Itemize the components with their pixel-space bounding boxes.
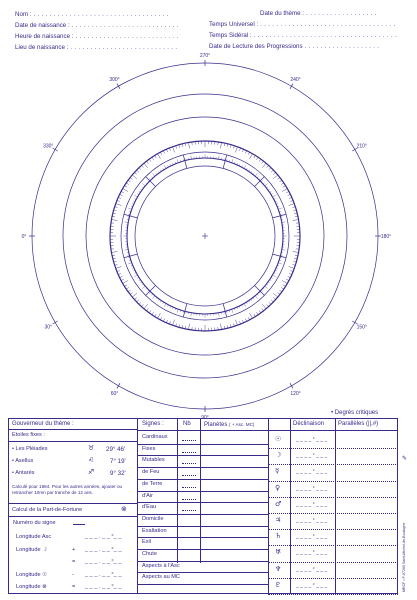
jupiter-icon: ♃: [275, 516, 282, 524]
signes-row-label: Chute: [142, 551, 157, 557]
wheel-circles: [32, 63, 378, 409]
field-nom[interactable]: Nom : . . . . . . . . . . . . . . . . . . . . . . . . . . . . . . . . . .: [15, 11, 169, 18]
degree-tick: [273, 175, 278, 179]
degree-tick: [289, 266, 295, 268]
signes-row-label: Domicile: [142, 515, 164, 522]
degree-tick: [281, 287, 283, 289]
degree-tick: [235, 320, 237, 326]
divider: [268, 418, 269, 594]
divider: [137, 444, 268, 445]
degree-tick: [134, 298, 136, 300]
outer-tick: [117, 383, 120, 388]
degree-tick: [148, 290, 149, 291]
row-divider: [268, 545, 398, 546]
col-nb-header: Nb: [183, 421, 191, 427]
degree-tick: [232, 159, 233, 162]
declinaison-field[interactable]: _ _ _ _ ° _ _ _: [296, 550, 328, 557]
degree-tick: [279, 290, 281, 292]
degree-tick: [220, 142, 221, 148]
longitude-part-field[interactable]: _ _ _ . _ _ °_ _: [85, 584, 122, 590]
longitude-moon-field[interactable]: _ _ _ . _ _ °_ _: [85, 547, 122, 553]
degree-tick: [164, 165, 166, 168]
field-heure-naissance[interactable]: Heure de naissance : . . . . . . . . . . . . . . . . . . . . . . . . . .: [15, 33, 179, 40]
field-date-theme[interactable]: Date du thème : . . . . . . . . . . . . . . . . . .: [260, 10, 377, 17]
degree-tick: [142, 286, 145, 288]
declinaison-field[interactable]: _ _ _ _ ° _ _ _: [296, 485, 328, 492]
divider: [137, 479, 268, 480]
degree-tick: [273, 172, 275, 174]
degree-tick: [120, 276, 123, 277]
nb-field[interactable]: [182, 475, 196, 476]
divider: [137, 537, 268, 538]
calc-note: Calculé pour 1984. Pour les autres années, ajouter ou retrancher 10mn par tranche de 12 ans.: [12, 484, 123, 495]
degree-tick: [259, 179, 260, 180]
divider: [8, 503, 137, 504]
degree-tick: [259, 292, 260, 293]
degree-tick: [262, 163, 266, 168]
critical-degrees-legend: • Degrés critiques: [331, 410, 379, 416]
row-divider: [268, 464, 398, 465]
degree-tick: [288, 194, 291, 195]
degree-tick: [256, 157, 258, 159]
degree-tick: [282, 189, 287, 192]
degree-tick: [150, 179, 151, 180]
degree-tick: [137, 170, 139, 172]
degree-tick: [219, 313, 220, 317]
degree-tick: [155, 155, 157, 158]
degree-tick: [273, 298, 275, 300]
degree-tick: [121, 191, 124, 192]
degree-tick: [242, 320, 243, 323]
degree-tick: [289, 273, 292, 274]
outer-tick: [53, 321, 58, 324]
divider: [137, 491, 268, 492]
mars-icon: ♂: [275, 499, 282, 508]
uranus-icon: ♅: [275, 548, 282, 557]
declinaison-field[interactable]: _ _ _ _ ° _ _ _: [296, 566, 328, 573]
signes-row-label: d'Eau: [142, 504, 157, 511]
degree-tick: [281, 183, 283, 185]
degree-tick: [148, 181, 149, 182]
degree-tick: [267, 165, 269, 167]
row-divider: [268, 578, 398, 579]
degree-tick: [242, 149, 243, 152]
part-fortune-icon: ⊗: [121, 505, 127, 513]
signes-row-label: d'Air: [142, 492, 154, 499]
degree-tick: [134, 172, 136, 174]
outer-tick: [290, 84, 293, 89]
degree-tick: [263, 183, 264, 184]
signes-row-label: de Feu: [142, 469, 160, 476]
degree-tick: [128, 263, 131, 264]
nb-field[interactable]: [182, 499, 196, 500]
degree-tick: [146, 183, 147, 184]
publisher-text: MRCF • F-07260 Saint-Michel-de-Boulogne: [402, 522, 406, 592]
degree-tick: [126, 183, 128, 185]
degree-tick: [124, 186, 127, 188]
degree-tick: [273, 293, 278, 297]
degree-tick: [128, 180, 130, 182]
degree-tick: [232, 309, 233, 312]
row-divider: [268, 497, 398, 498]
degree-tick: [279, 180, 281, 182]
divider: [8, 441, 137, 442]
degree-tick: [155, 314, 157, 317]
degree-tick: [286, 191, 289, 192]
sign-divider: [273, 254, 287, 258]
degree-tick: [132, 293, 137, 297]
degree-tick: [293, 251, 299, 252]
declinaison-field[interactable]: _ _ _ _ ° _ _ _: [296, 469, 328, 476]
degree-tick: [144, 163, 148, 168]
degree-tick: [283, 285, 286, 287]
degree-tick: [163, 151, 164, 154]
degree-tick: [262, 304, 266, 309]
degree-tick: [125, 250, 129, 251]
degree-tick: [288, 276, 291, 277]
row-divider: [268, 481, 398, 482]
degree-tick: [158, 313, 161, 318]
degree-tick: [118, 273, 121, 274]
degree-tick: [153, 296, 155, 299]
degree-tick: [116, 266, 122, 268]
degree-tick: [189, 142, 190, 148]
degree-tick: [255, 296, 257, 299]
degree-tick: [147, 161, 149, 163]
degree-tick: [173, 147, 175, 153]
degree-tick: [261, 290, 262, 291]
degree-tick: [177, 309, 178, 312]
divider: [137, 526, 268, 527]
degree-label: 150°: [356, 324, 367, 331]
row-divider: [268, 529, 398, 530]
col-signes-header: Signes :: [142, 421, 164, 427]
declinaison-field[interactable]: _ _ _ _ ° _ _ _: [296, 582, 328, 589]
longitude-sun-field[interactable]: _ _ _ . _ _ °_ _: [85, 572, 122, 578]
degree-tick: [189, 324, 190, 330]
degree-label: 120°: [290, 390, 301, 397]
degree-tick: [269, 302, 271, 304]
nb-field[interactable]: [182, 452, 196, 453]
degree-tick: [250, 154, 253, 159]
longitude-part-label: Longitude ⊗: [16, 584, 47, 590]
row-divider: [268, 594, 398, 595]
equals-sign: =: [72, 559, 76, 565]
degree-tick: [139, 168, 141, 170]
degree-tick: [282, 222, 286, 223]
moon-icon: ☽: [42, 547, 48, 553]
degree-tick: [278, 208, 281, 209]
degree-tick: [126, 287, 128, 289]
degree-tick: [153, 173, 155, 176]
degree-tick: [277, 178, 279, 180]
degree-tick: [255, 173, 257, 176]
divider: [8, 516, 137, 517]
row-divider: [268, 513, 398, 514]
degree-tick: [191, 156, 192, 160]
col-planetes-header: Planètes ( + Asc. MC): [204, 422, 255, 428]
field-temps-universel[interactable]: Temps Universel : . . . . . . . . . . . . . . . . . . . . . . . . . . . . . . . . . .: [209, 21, 396, 28]
degree-tick: [158, 154, 161, 159]
signes-row-label: Exil: [142, 539, 152, 546]
degree-tick: [271, 300, 273, 302]
degree-tick: [123, 281, 128, 284]
mercury-icon: ☿: [275, 467, 280, 476]
sign-divider: [273, 214, 287, 218]
longitude-asc-label: Longitude Asc: [16, 534, 52, 540]
degree-tick: [191, 313, 192, 317]
outer-tick: [290, 383, 293, 388]
sign-divider: [254, 177, 264, 187]
divider: [335, 418, 336, 594]
sum-field[interactable]: _ _ _ . _ _ °_ _: [85, 559, 122, 565]
signes-row-label: Exaltation: [142, 527, 167, 534]
sun-icon: ☉: [275, 435, 282, 443]
degree-tick: [265, 286, 268, 288]
declinaison-field[interactable]: _ _ _ _ ° _ _ _: [296, 501, 328, 508]
degree-tick: [137, 300, 139, 302]
degree-tick: [262, 161, 264, 163]
wheel-degree-labels: [22, 53, 392, 420]
registered-mark: ✎: [402, 456, 408, 462]
row-divider: [268, 562, 398, 563]
degree-tick: [134, 195, 137, 197]
divider: [137, 561, 268, 562]
degree-tick: [244, 165, 246, 168]
degree-label: 300°: [109, 77, 120, 84]
sign-divider: [146, 285, 156, 295]
degree-label: 240°: [290, 77, 301, 84]
signes-row-label: Aspects au MC: [142, 574, 180, 581]
degree-tick: [262, 308, 264, 310]
degree-tick: [147, 308, 149, 310]
venus-icon: ♀: [275, 483, 281, 492]
etoiles-fixes-title: Etoiles fixes :: [12, 432, 45, 438]
degree-tick: [286, 279, 289, 280]
degree-tick: [265, 184, 268, 186]
field-lieu-naissance[interactable]: Lieu de naissance : . . . . . . . . . . . . . . . . . . . . . . . . . . .: [15, 44, 178, 51]
degree-tick: [116, 204, 122, 206]
divider: [137, 514, 268, 515]
saturn-icon: ♄: [275, 532, 282, 541]
divider: [137, 467, 268, 468]
degree-label: 180°: [380, 234, 392, 240]
equals-sign: =: [72, 584, 76, 590]
neptune-icon: ♆: [275, 564, 282, 573]
declinaison-field[interactable]: _ _ _ _ ° _ _ _: [296, 453, 328, 460]
minus-sign: -: [72, 572, 74, 578]
degree-tick: [118, 197, 121, 198]
signes-row-label: de Terre: [142, 480, 163, 487]
degree-label: 210°: [356, 143, 367, 150]
degree-tick: [277, 293, 279, 295]
moon-icon: ☽: [275, 451, 282, 460]
sign-divider: [254, 285, 264, 295]
degree-label: 330°: [43, 143, 54, 150]
degree-tick: [259, 159, 261, 161]
degree-tick: [149, 310, 151, 312]
degree-tick: [271, 170, 273, 172]
taurus-icon: ♉: [88, 444, 95, 452]
numero-signe-label: Numéro du signe: [13, 520, 56, 526]
divider: [137, 572, 268, 573]
degree-tick: [121, 279, 124, 280]
degree-tick: [289, 204, 295, 206]
divider: [137, 430, 268, 431]
divider: [137, 502, 268, 503]
degree-tick: [164, 304, 166, 307]
outer-tick: [117, 84, 120, 89]
degree-tick: [132, 175, 137, 179]
degree-tick: [152, 312, 154, 314]
degree-tick: [282, 250, 286, 251]
degree-tick: [245, 151, 246, 154]
divider: [137, 549, 268, 550]
degree-tick: [144, 304, 148, 309]
plus-sign: +: [72, 547, 76, 553]
degree-tick: [267, 304, 269, 306]
declinaison-field[interactable]: _ _ _ _ ° _ _ _: [296, 437, 328, 443]
degree-tick: [111, 251, 117, 252]
nb-field[interactable]: [182, 440, 196, 441]
degree-tick: [245, 319, 246, 322]
sign-divider: [183, 304, 187, 318]
degree-tick: [250, 313, 253, 318]
divider: [137, 584, 268, 585]
degree-tick: [152, 157, 154, 159]
sun-icon: ☉: [42, 572, 48, 578]
degree-tick: [124, 285, 127, 287]
signes-row-label: Cardinaux: [142, 434, 168, 440]
degree-tick: [289, 197, 292, 198]
degree-tick: [146, 288, 147, 289]
declinaison-field[interactable]: _ _ _ _ ° _ _ _: [296, 518, 328, 524]
col-paralleles-header: Parallèles (||,#): [338, 421, 379, 427]
degree-label: 90°: [201, 415, 209, 420]
degree-tick: [125, 222, 129, 223]
degree-tick: [123, 189, 128, 192]
degree-tick: [235, 147, 237, 153]
nb-field[interactable]: [182, 463, 196, 464]
degree-tick: [293, 220, 299, 221]
degree-tick: [120, 194, 123, 195]
degree-tick: [130, 178, 132, 180]
field-date-progressions[interactable]: Date de Lecture des Progressions . . . . . . . . . . . . . . . . . . .: [209, 43, 380, 50]
degree-tick: [163, 319, 164, 322]
divider: [8, 429, 137, 430]
longitude-moon-label: Longitude ☽: [16, 547, 48, 553]
sign-divider: [223, 155, 227, 169]
degree-label: 30°: [44, 324, 53, 331]
leo-icon: ♌: [88, 456, 95, 464]
degree-tick: [166, 320, 167, 323]
degree-tick: [139, 302, 141, 304]
degree-tick: [220, 324, 221, 330]
degree-tick: [166, 149, 167, 152]
degree-tick: [259, 310, 261, 312]
degree-tick: [160, 152, 161, 155]
divider: [137, 455, 268, 456]
degree-tick: [142, 184, 145, 186]
degree-tick: [283, 186, 286, 188]
field-temps-sideral[interactable]: Temps Sidéral : . . . . . . . . . . . . . . . . . . . . . . . . . . . . . . . . . . . .: [209, 32, 398, 39]
degree-tick: [263, 288, 264, 289]
gouverneur-title: Gouverneur du thème :: [12, 421, 74, 427]
degree-tick: [248, 152, 249, 155]
degree-tick: [128, 208, 131, 209]
degree-tick: [219, 156, 220, 160]
degree-tick: [257, 294, 258, 295]
field-date-naissance[interactable]: Date de naissance : . . . . . . . . . . . . . . . . . . . . . . . . . . .: [15, 22, 179, 29]
degree-tick: [152, 177, 153, 178]
degree-tick: [254, 314, 256, 317]
longitude-sun-label: Longitude ☉: [16, 572, 48, 578]
signes-row-label: Aspects à l'Asc: [142, 562, 180, 569]
degree-tick: [134, 275, 137, 277]
signes-row-label: Mutables: [142, 457, 165, 464]
degree-tick: [256, 312, 258, 314]
degree-tick: [150, 292, 151, 293]
degree-tick: [173, 320, 175, 326]
degree-tick: [160, 317, 161, 320]
arrow: [73, 524, 85, 525]
degree-tick: [248, 317, 249, 320]
degree-tick: [149, 159, 151, 161]
degree-tick: [141, 304, 143, 306]
degree-tick: [273, 195, 276, 197]
degree-tick: [177, 159, 178, 162]
signes-row-label: Fixes: [142, 445, 156, 452]
sign-divider: [146, 177, 156, 187]
part-fortune-title: Calcul de la Part-de-Fortune: [12, 507, 83, 513]
degree-label: 0°: [21, 234, 27, 240]
degree-tick: [278, 263, 281, 264]
degree-label: 60°: [110, 390, 119, 397]
declinaison-field[interactable]: _ _ _ _ ° _ _ _: [296, 534, 328, 541]
longitude-asc-field[interactable]: _ _ _ . _ _ °_ _: [85, 534, 122, 540]
degree-tick: [244, 304, 246, 307]
degree-tick: [257, 177, 258, 178]
degree-tick: [141, 165, 143, 167]
sign-divider: [223, 304, 227, 318]
degree-tick: [273, 275, 276, 277]
sagittarius-icon: ♐: [88, 468, 95, 476]
degree-tick: [254, 155, 256, 158]
pluto-icon: ♇: [275, 580, 282, 589]
nb-field[interactable]: [182, 487, 196, 488]
sign-divider: [124, 214, 138, 218]
degree-tick: [130, 293, 132, 295]
divider: [290, 418, 291, 594]
nb-field[interactable]: [182, 510, 196, 511]
degree-tick: [111, 220, 117, 221]
sign-divider: [124, 254, 138, 258]
degree-tick: [269, 168, 271, 170]
part-fortune-icon: ⊗: [42, 584, 47, 590]
degree-tick: [261, 181, 262, 182]
degree-label: 270°: [199, 53, 211, 59]
degree-tick: [152, 294, 153, 295]
sign-divider: [183, 155, 187, 169]
divider: [268, 430, 398, 431]
row-divider: [268, 448, 398, 449]
col-declinaison-header: Déclinaison: [293, 421, 325, 427]
degree-tick: [128, 290, 130, 292]
degree-tick: [282, 281, 287, 284]
